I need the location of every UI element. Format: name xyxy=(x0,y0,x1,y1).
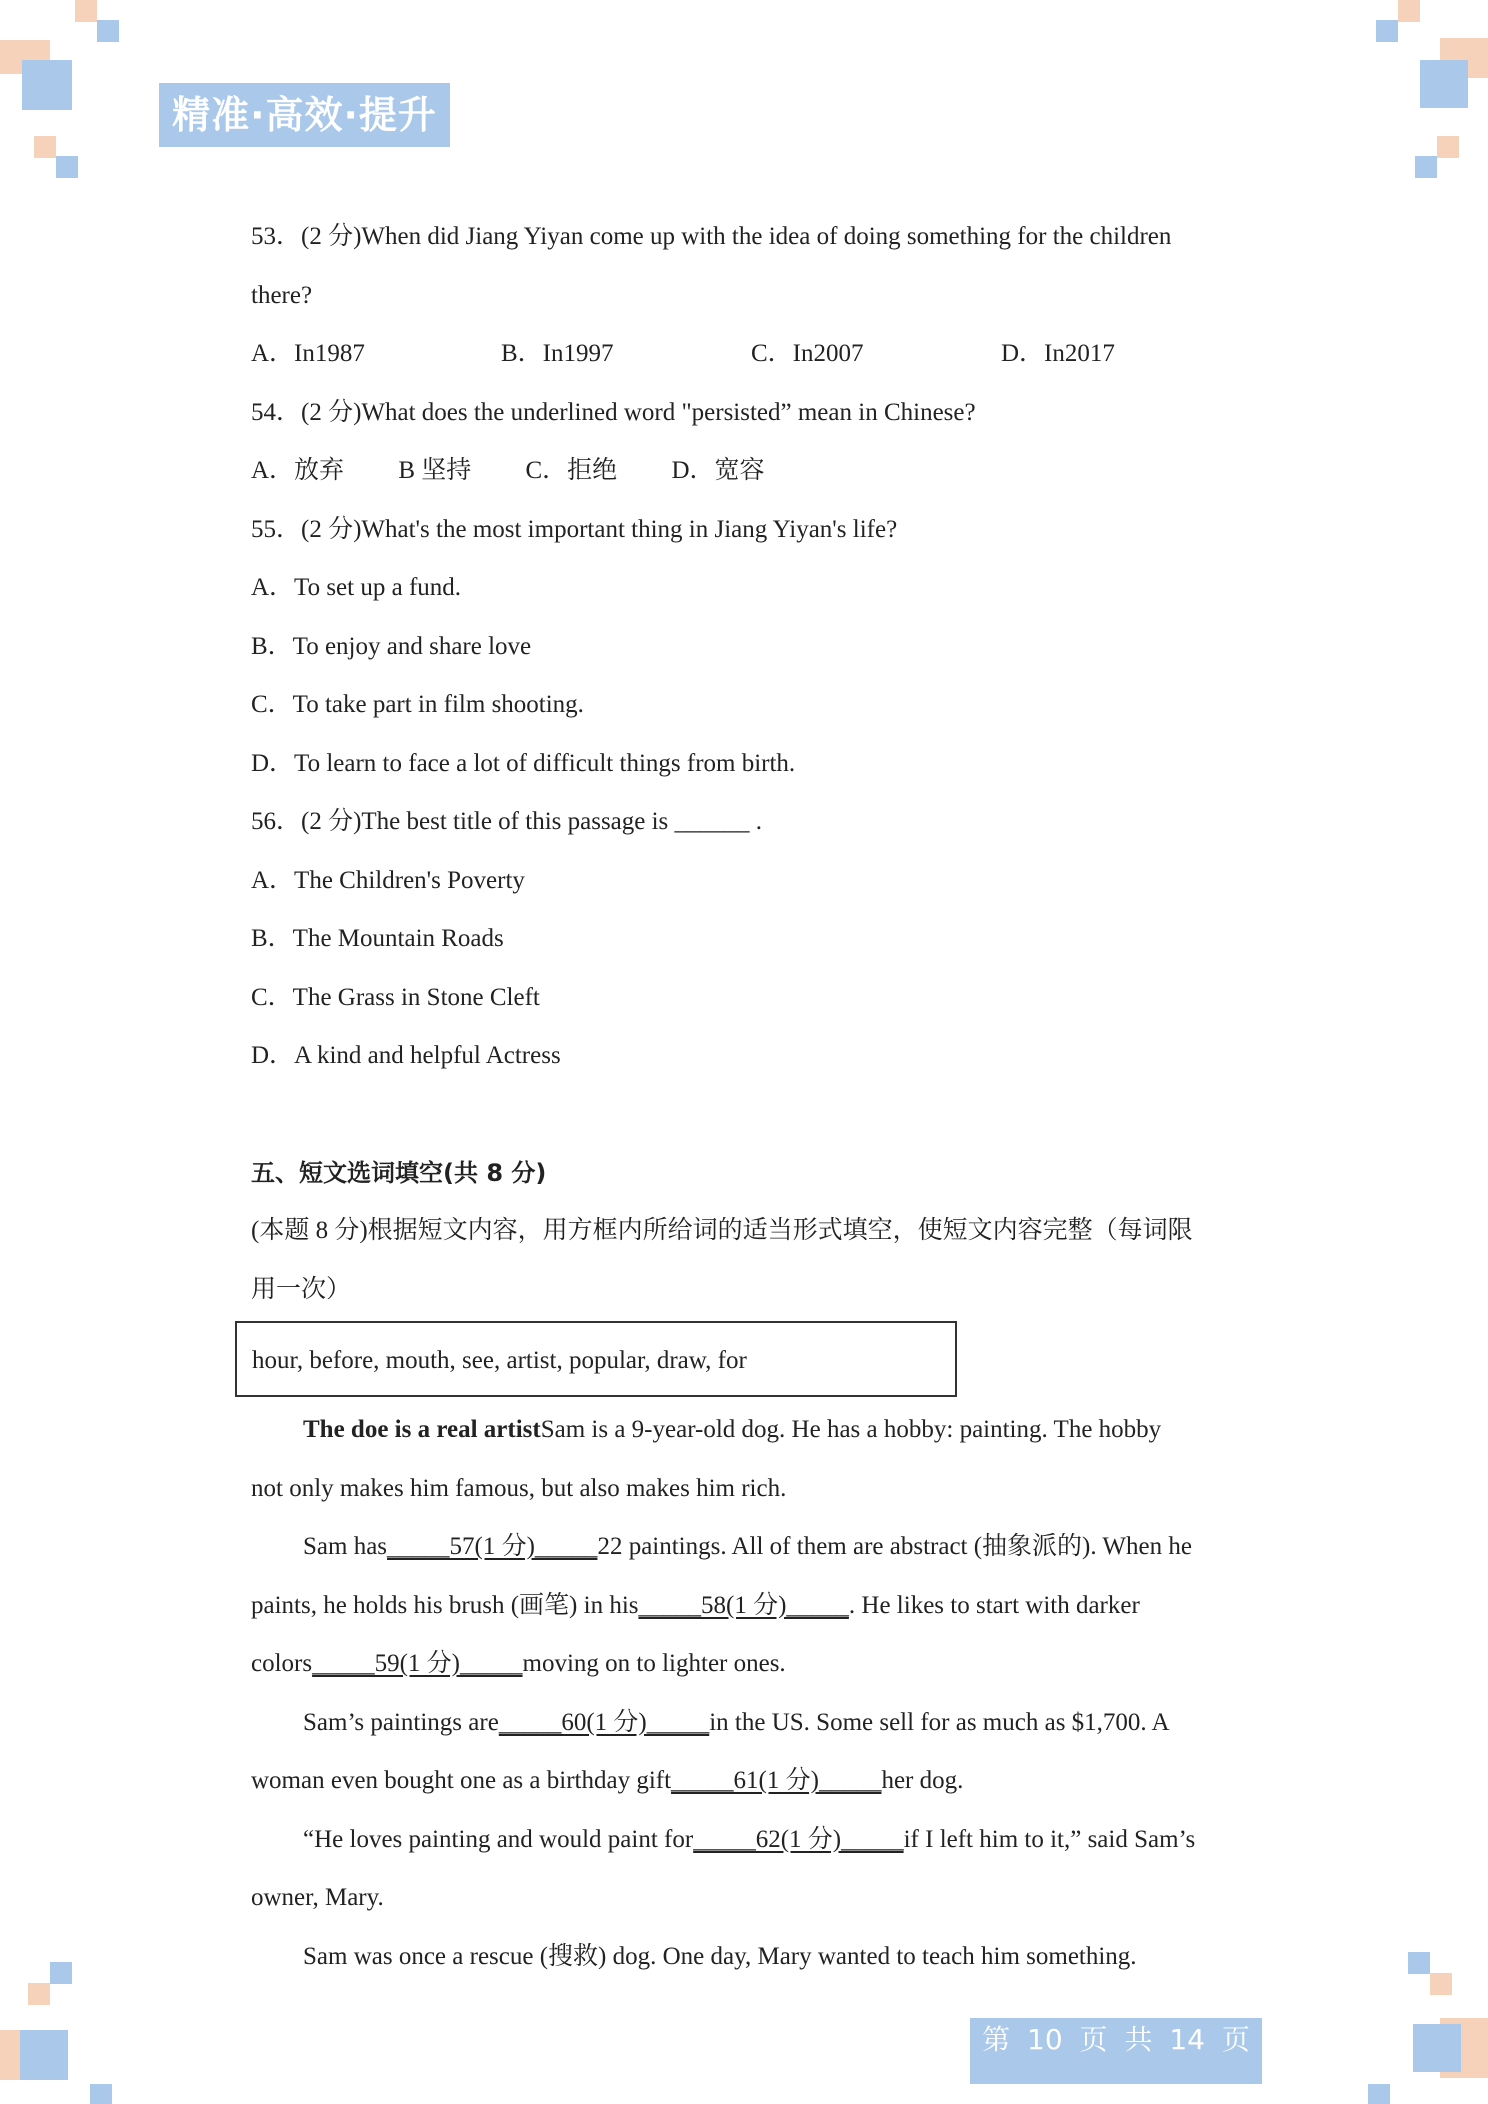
question-53-options xyxy=(251,325,1251,384)
section-instruction-cont: 用一次） xyxy=(251,1275,352,1303)
option-c: C．The Grass in Stone Cleft xyxy=(251,983,540,1011)
question-54-stem: 54．(2 分)What does the underlined word "persisted” mean in Chinese? xyxy=(251,398,976,426)
option-d: D．To learn to face a lot of difficult things from birth. xyxy=(251,749,796,777)
section-heading: 五、短文选词填空(共 8 分) xyxy=(251,1158,547,1187)
passage-line: Sam was once a rescue (搜救) dog. One day, Mary wanted to teach him something. xyxy=(303,1942,1137,1970)
question-56-stem: 56．(2 分)The best title of this passage is ______ . xyxy=(251,808,763,835)
page-content xyxy=(251,208,1251,1319)
page-number: 第 10 页 共 14 页 xyxy=(970,2018,1262,2084)
passage-line: owner, Mary. xyxy=(251,1884,384,1911)
option-d: D．宽容 xyxy=(671,457,765,484)
passage-line: not only makes him famous, but also makes him rich. xyxy=(251,1474,787,1502)
passage-line: paints, he holds his brush (画笔) in his_____58(1 分)_____. He likes to start with darker xyxy=(251,1591,1140,1619)
blank-57[interactable]: _____57(1 分)_____ xyxy=(387,1533,598,1560)
passage-line: Sam’s paintings are_____60(1 分)_____in the US. Some sell for as much as $1,700. A xyxy=(303,1708,1170,1736)
section-instruction: (本题 8 分)根据短文内容，用方框内所给词的适当形式填空，使短文内容完整（每词限 xyxy=(251,1217,1193,1244)
passage-title: The doe is a real artist xyxy=(303,1416,541,1443)
option-a: A．The Children's Poverty xyxy=(251,866,525,894)
blank-58[interactable]: _____58(1 分)_____ xyxy=(638,1591,849,1619)
option-a: A．To set up a fund. xyxy=(251,574,462,601)
option-c: C．To take part in film shooting. xyxy=(251,691,584,718)
option-c: C．拒绝 xyxy=(525,457,618,484)
question-53-stem-cont: there? xyxy=(251,281,313,309)
question-54-options xyxy=(251,442,1251,501)
option-a: A．放弃 xyxy=(251,457,345,484)
question-53-stem: 53．(2 分)When did Jiang Yiyan come up with the idea of doing something for the children xyxy=(251,223,1172,250)
word-bank-box: hour, before, mouth, see, artist, popular, draw, for xyxy=(235,1321,957,1397)
blank-59[interactable]: _____59(1 分)_____ xyxy=(312,1650,523,1677)
blank-62[interactable]: _____62(1 分)_____ xyxy=(693,1825,904,1853)
option-c: C．In2007 xyxy=(751,340,864,367)
blank-60[interactable]: _____60(1 分)_____ xyxy=(498,1708,710,1736)
passage-line: The doe is a real artistSam is a 9-year-old dog. He has a hobby: painting. The hobby xyxy=(303,1416,1162,1443)
passage-line: Sam has_____57(1 分)_____22 paintings. All of them are abstract (抽象派的). When he xyxy=(303,1533,1192,1560)
passage xyxy=(251,1401,1251,1986)
option-d: D．In2017 xyxy=(1001,340,1115,367)
option-b: B．In1997 xyxy=(501,340,614,367)
option-b: B．The Mountain Roads xyxy=(251,925,504,952)
option-a: A．In1987 xyxy=(251,340,365,367)
option-b: B．To enjoy and share love xyxy=(251,632,532,660)
question-55-stem: 55．(2 分)What's the most important thing in Jiang Yiyan's life? xyxy=(251,515,898,543)
passage-line: woman even bought one as a birthday gift_____61(1 分)_____her dog. xyxy=(251,1767,964,1794)
passage-line: colors_____59(1 分)_____moving on to lighter ones. xyxy=(251,1650,786,1677)
option-b: B 坚持 xyxy=(398,457,472,484)
passage-line: “He loves painting and would paint for_____62(1 分)_____if I left him to it,” said Sam’s xyxy=(303,1825,1196,1853)
brand-banner: 精准·高效·提升 xyxy=(159,83,450,147)
option-d: D．A kind and helpful Actress xyxy=(251,1042,561,1069)
blank-61[interactable]: _____61(1 分)_____ xyxy=(671,1767,882,1794)
